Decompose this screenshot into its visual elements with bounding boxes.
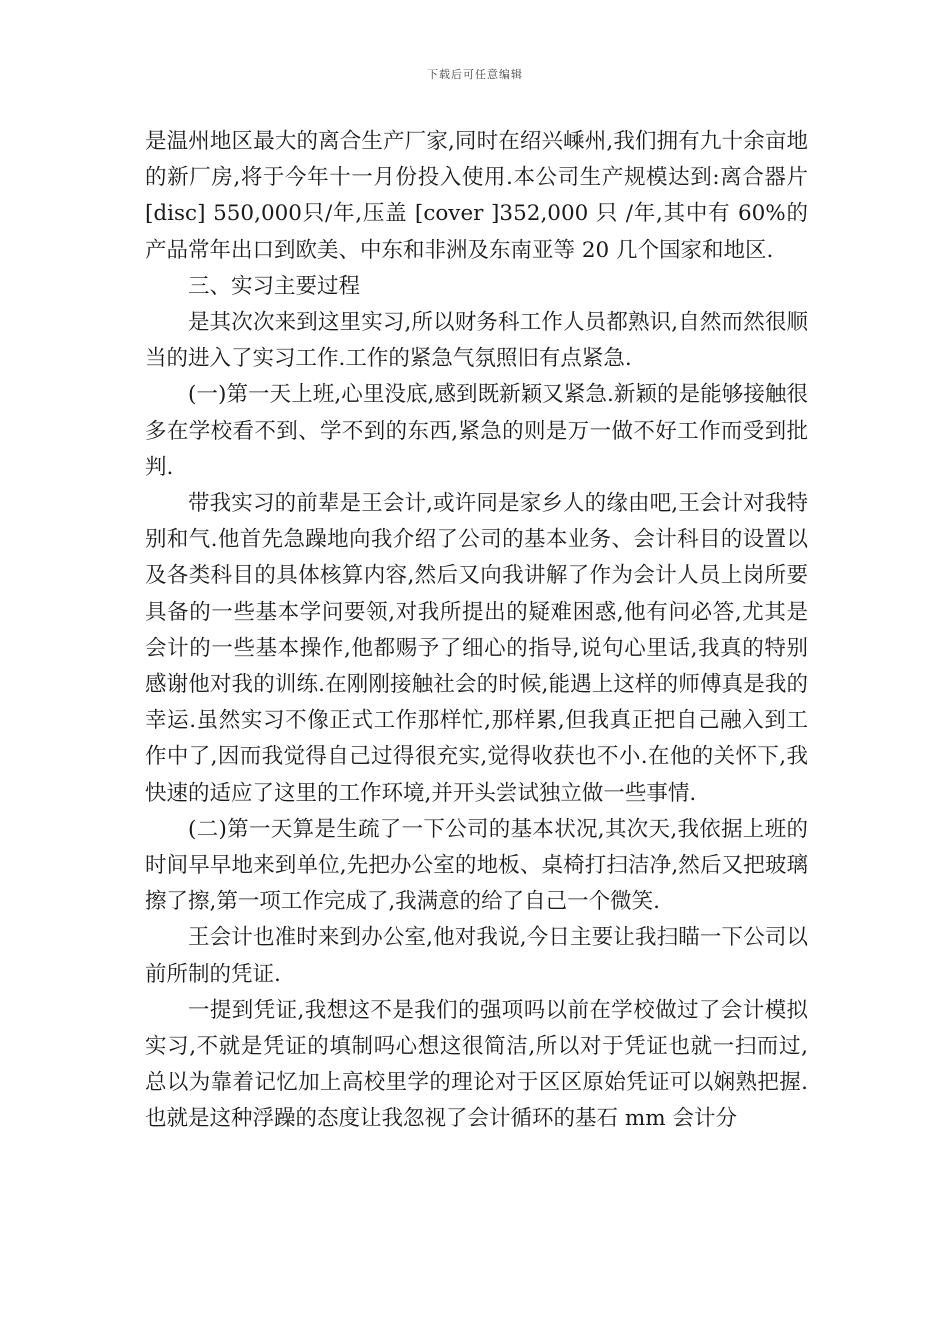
paragraph-second-visit: 是其次次来到这里实习,所以财务科工作人员都熟识,自然而然很顺当的进入了实习工作.工作的紧急气氛照旧有点紧急. [145, 310, 808, 372]
paragraph-second-day: (二)第一天算是生疏了一下公司的基本状况,其次天,我依据上班的时间早早地来到单位,先把办公室的地板、桌椅打扫洁净,然后又把玻璃擦了擦,第一项工作完成了,我满意的给了自己一个微笑. [145, 816, 808, 915]
paragraph-company-intro: 是温州地区最大的离合生产厂家,同时在绍兴嵊州,我们拥有九十余亩地的新厂房,将于今年十一月份投入使用.本公司生产规模达到:离合器片[disc] 550,000只/年,压盖 [cover ]352,000 只 /年,其中有 60%的产品常年出口到欧美、中东和非洲及东南亚等 20 几个国家和地区. [145, 129, 808, 263]
paragraph-mentor-wang: 带我实习的前辈是王会计,或许同是家乡人的缘由吧,王会计对我特别和气.他首先急躁地向我介绍了公司的基本业务、会计科目的设置以及各类科目的具体核算内容,然后又向我讲解了作为会计人员上岗所要具备的一些基本学问要领,对我所提出的疑难困惑,他有问必答,尤其是会计的一些基本操作,他都赐予了细心的指导,说句心里话,我真的特别感谢他对我的训练.在刚刚接触社会的时候,能遇上这样的师傅真是我的幸运.虽然实习不像正式工作那样忙,那样累,但我真正把自己融入到工作中了,因而我觉得自己过得很充实,觉得收获也不小.在他的关怀下,我快速的适应了这里的工作环境,并开头尝试独立做一些事情. [145, 491, 808, 806]
page-header: 下载后可任意编辑 [427, 68, 523, 81]
section-heading-internship-process: 三、实习主要过程 [188, 273, 361, 299]
paragraph-browse-vouchers: 王会计也准时来到办公室,他对我说,今日主要让我扫瞄一下公司以前所制的凭证. [145, 925, 808, 987]
paragraph-first-day: (一)第一天上班,心里没底,感到既新颖又紧急.新颖的是能够接触很多在学校看不到、学不到的东西,紧急的则是万一做不好工作而受到批判. [145, 382, 808, 480]
paragraph-voucher-reflection: 一提到凭证,我想这不是我们的强项吗以前在学校做过了会计模拟实习,不就是凭证的填制吗心想这很简洁,所以对于凭证也就一扫而过,总以为靠着记忆加上高校里学的理论对于区区原始凭证可以娴熟把握.也就是这种浮躁的态度让我忽视了会计循环的基石 mm 会计分 [145, 997, 808, 1132]
document-body [145, 124, 808, 1138]
